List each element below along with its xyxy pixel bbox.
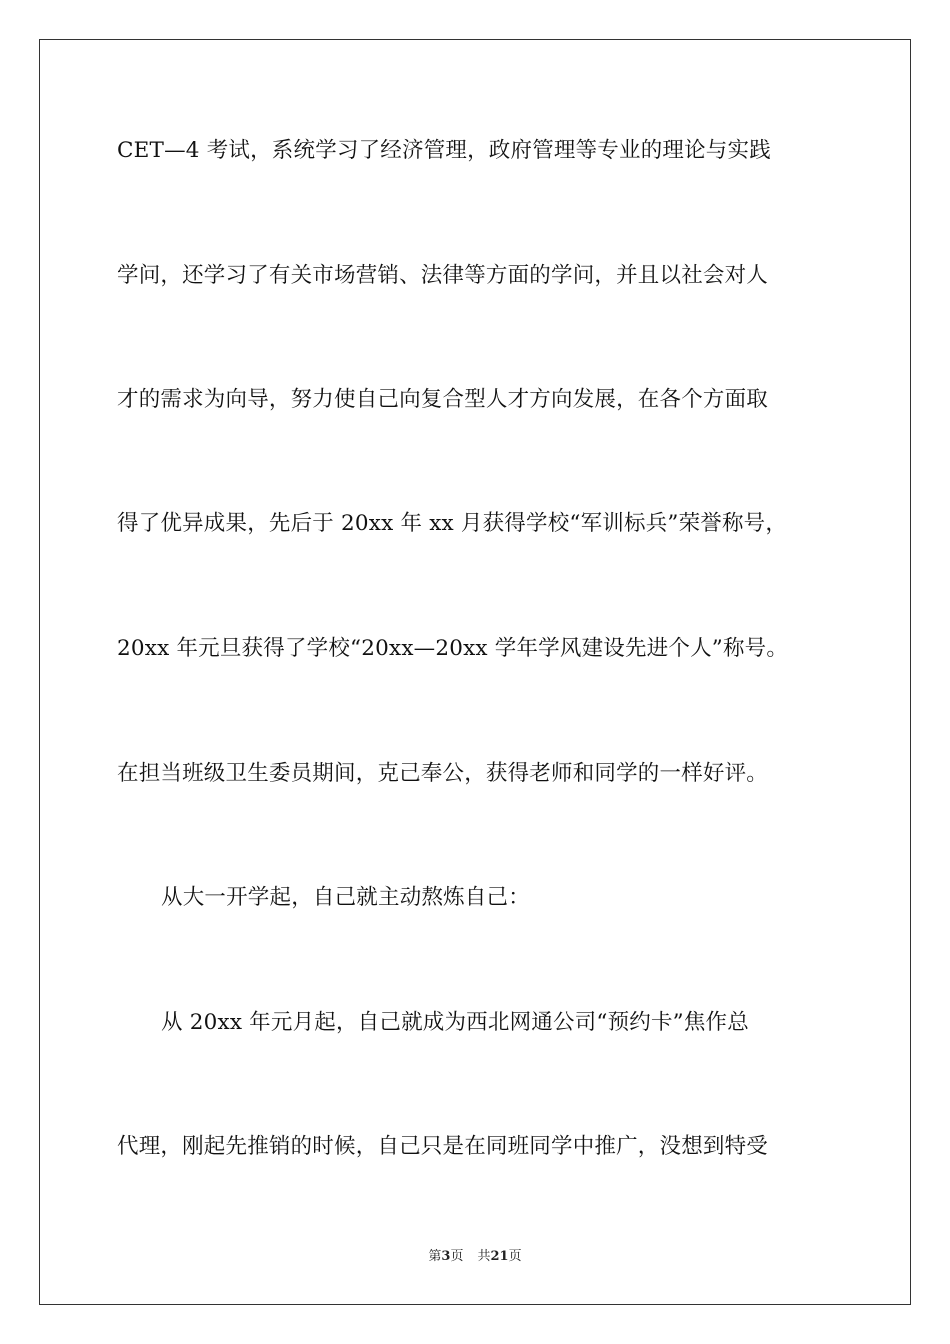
text-line: 在担当班级卫生委员期间，克己奉公，获得老师和同学的一样好评。	[117, 761, 769, 786]
page-border	[39, 39, 911, 1305]
total-suffix: 页	[508, 1249, 522, 1264]
text-line: 得了优异成果，先后于 20xx 年 xx 月获得学校“军训标兵”荣誉称号，	[117, 511, 788, 536]
text-line: 20xx 年元旦获得了学校“20xx—20xx 学年学风建设先进个人”称号。	[117, 636, 789, 661]
text-line-indented: 从 20xx 年元月起，自己就成为西北网通公司“预约卡”焦作总	[161, 1010, 749, 1035]
page-footer	[0, 1248, 950, 1266]
page-current: 3	[441, 1249, 451, 1264]
total-prefix: 共	[477, 1249, 491, 1264]
text-line: 才的需求为向导，努力使自己向复合型人才方向发展，在各个方面取	[117, 387, 769, 412]
text-line: CET—4 考试，系统学习了经济管理，政府管理等专业的理论与实践	[117, 138, 771, 163]
page-prefix: 第	[428, 1249, 442, 1264]
page-total: 21	[490, 1249, 509, 1264]
text-line-indented: 从大一开学起，自己就主动熬炼自己：	[161, 885, 530, 910]
text-line: 学问，还学习了有关市场营销、法律等方面的学问，并且以社会对人	[117, 263, 769, 288]
text-line: 代理，刚起先推销的时候，自己只是在同班同学中推广，没想到特受	[117, 1134, 769, 1159]
page-suffix: 页	[450, 1249, 464, 1264]
